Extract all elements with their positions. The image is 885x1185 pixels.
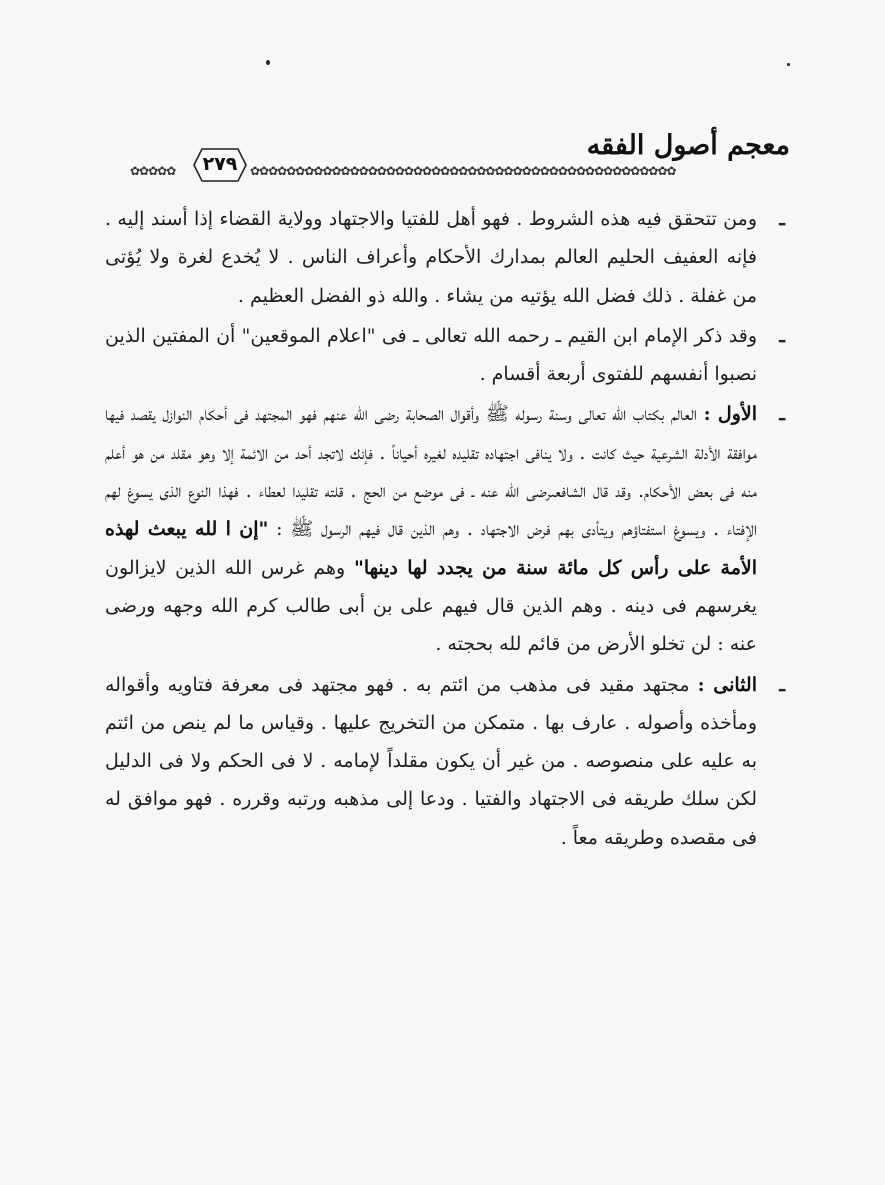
header-ornament-border <box>130 153 790 182</box>
page-body <box>105 200 785 857</box>
hadith-quote: "إن ا لله يبعث لهذه الأمة على رأس كل مائة سنة من يجدد لها دينها" <box>105 518 758 579</box>
ornament-stars-right: ✿✿✿✿✿✿✿✿✿✿✿✿✿✿✿✿✿✿✿✿✿✿✿✿✿✿✿✿✿✿✿✿✿✿✿✿✿✿✿✿✿✿✿✿✿✿✿ <box>250 164 676 178</box>
paragraph-text: ومن تتحقق فيه هذه الشروط . فهو أهل للفتيا والاجتهاد وولاية القضاء إذا أسند إليه . فإنه العفيف الحليم العالم بمدارك الأحكام وأعراف الناس . لا يُخدع لغرة ولا يُؤتى من غفلة . ذلك فضل الله يؤتيه من يشاء . والله ذو الفضل العظيم . <box>105 208 757 307</box>
scan-speck <box>266 60 270 65</box>
paragraph-text: مجتهد مقيد فى مذهب من ائتم به . فهو مجتهد فى معرفة فتاويه وأقواله ومأخذه وأصوله . عارف بها . متمكن من التخريج عليها . وقياس ما لم ينص من ائتم به عليه على منصوصه . من غير أن يكون مقلداً لإمامه . لا فى الحكم ولا فى الدليل لكن سلك طريقه فى الاجتهاد والفتيا . ودعا إلى مذهبه ورتبه وقرره . فهو موافق له فى مقصده وطريقه معاً . <box>105 673 757 849</box>
scan-speck <box>787 63 790 66</box>
paragraph-dash: ـ <box>779 208 785 230</box>
running-title: معجم أصول الفقه <box>586 130 790 161</box>
paragraph-qualified-mufti <box>105 200 785 315</box>
paragraph-text: وقد ذكر الإمام ابن القيم ـ رحمه الله تعالى ـ فى "اعلام الموقعين" أن المفتين الذين نصبوا أنفسهم للفتوى أربعة أقسام . <box>105 324 757 386</box>
paragraph-text: العالم بكتاب الله تعالى وسنة رسوله ﷺ وأقوال الصحابة رضى الله عنهم فهو المجتهد فى أحكام النوازل يقصد فيها موافقة الأدلة الشرعية حيث كانت . ولا ينافى اجتهاده تقليده لغيره أحياناً . فإنك لاتجد أحد من الائمة إلا وهو مقلد من هو أعلم منه فى بعض الأحكام. وقد قال الشافعىرضى الله عنه ـ فى موضع من الحج . قلته تقليدا لعطاء . فهذا النوع الذى يسوغ لهم الإفتاء . ويسوغ استفتاؤهم ويتأدى بهم فرض الاجتهاد . وهم الذين قال فيهم الرسول ﷺ : <box>105 403 758 541</box>
category-heading-first: الأول : <box>703 403 757 426</box>
paragraph-first-category <box>105 395 785 663</box>
ornament-stars-left: ✿✿✿✿✿ <box>130 164 176 178</box>
paragraph-text: وهم غرس الله الذين لايزالون يغرسهم فى دينه . وهم الذين قال فيهم على بن أبى طالب كرم الله وجهه ورضى عنه : لن تخلو الأرض من قائم لله بحجته . <box>105 556 757 656</box>
page-number: ٢٧٩ <box>202 153 238 175</box>
paragraph-dash: ـ <box>779 324 785 347</box>
paragraph-ibn-qayyim <box>105 317 785 394</box>
page-number-badge <box>192 143 248 187</box>
category-heading-second: الثانى : <box>697 673 757 696</box>
paragraph-dash: ـ <box>779 673 785 696</box>
paragraph-second-category <box>105 666 785 857</box>
page-header <box>100 118 790 193</box>
paragraph-dash: ـ <box>779 403 785 426</box>
